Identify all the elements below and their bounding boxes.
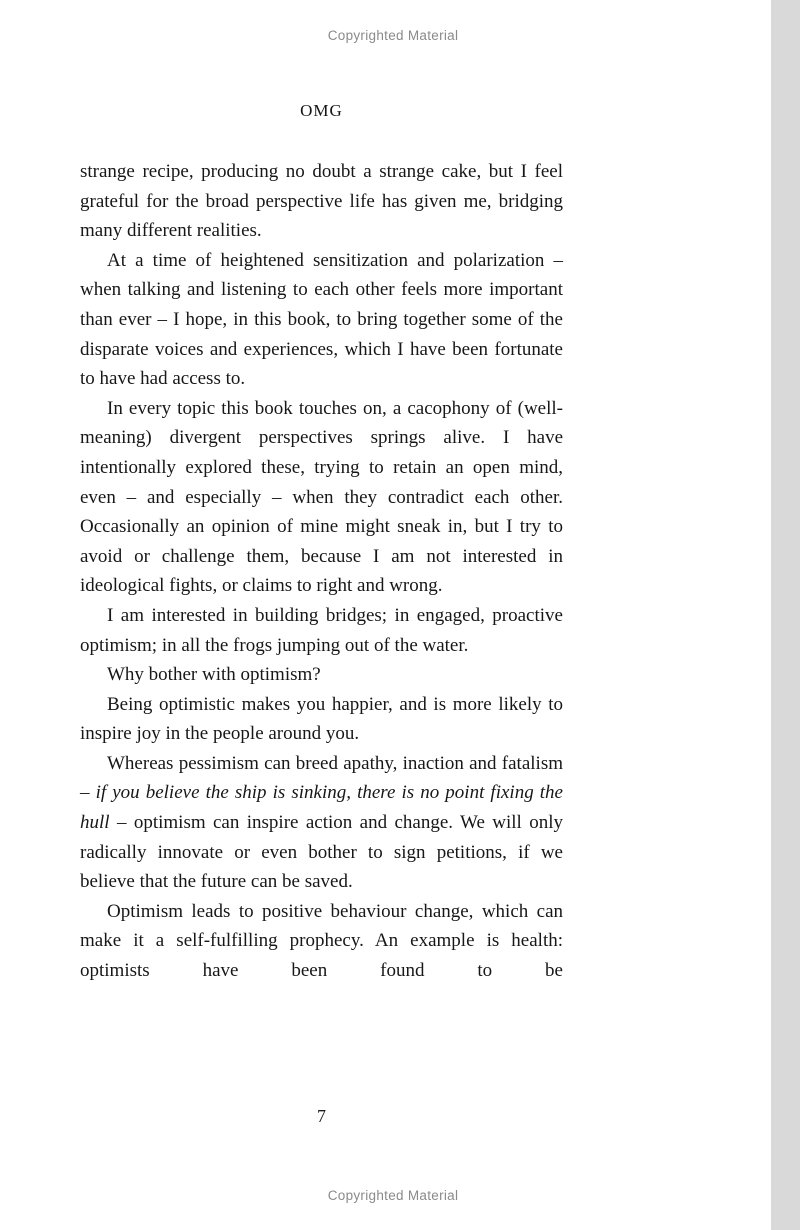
text-segment: Whereas pessimism can breed apathy, inaction and fatalism – (80, 752, 563, 804)
paragraph: Why bother with optimism? (107, 664, 321, 686)
page-number: 7 (317, 1106, 326, 1126)
page-edge-strip (771, 0, 800, 1230)
paragraph: Being optimistic makes you happier, and is more likely to inspire joy in the people around you. (80, 693, 563, 745)
paragraph: At a time of heightened sensitization and polarization – when talking and listening to each other feels more important than ever – I hope, in this book, to bring together some of the disparate voices and experiences, which I have been fortunate to have had access to. (80, 249, 563, 390)
text-segment: – optimism can inspire action and change. We will only radically innovate or even bother to sign petitions, if we believe that the future can be saved. (80, 812, 563, 893)
paragraph: strange recipe, producing no doubt a strange cake, but I feel grateful for the broad perspective life has given me, bridging many different realities. (80, 161, 563, 242)
paragraph (80, 749, 563, 897)
copyright-notice-bottom: Copyrighted Material (327, 1188, 459, 1203)
paragraph: Optimism leads to positive behaviour change, which can make it a self-fulfilling prophecy. An example is health: optimists have been found to be (80, 900, 563, 982)
italic-text-segment: if you believe the ship is sinking, there is no point fixing the hull (80, 782, 563, 834)
paragraph: I am interested in building bridges; in engaged, proactive optimism; in all the frogs jumping out of the water. (80, 604, 563, 656)
page-body (80, 157, 563, 986)
copyright-notice-top: Copyrighted Material (327, 28, 459, 43)
paragraph: In every topic this book touches on, a cacophony of (well-meaning) divergent perspectives springs alive. I have intentionally explored these, trying to retain an open mind, even – and especially – when they contradict each other. Occasionally an opinion of mine might sneak in, but I try to avoid or challenge them, because I am not interested in ideological fights, or claims to right and wrong. (80, 397, 563, 597)
running-header-title: OMG (300, 101, 343, 120)
